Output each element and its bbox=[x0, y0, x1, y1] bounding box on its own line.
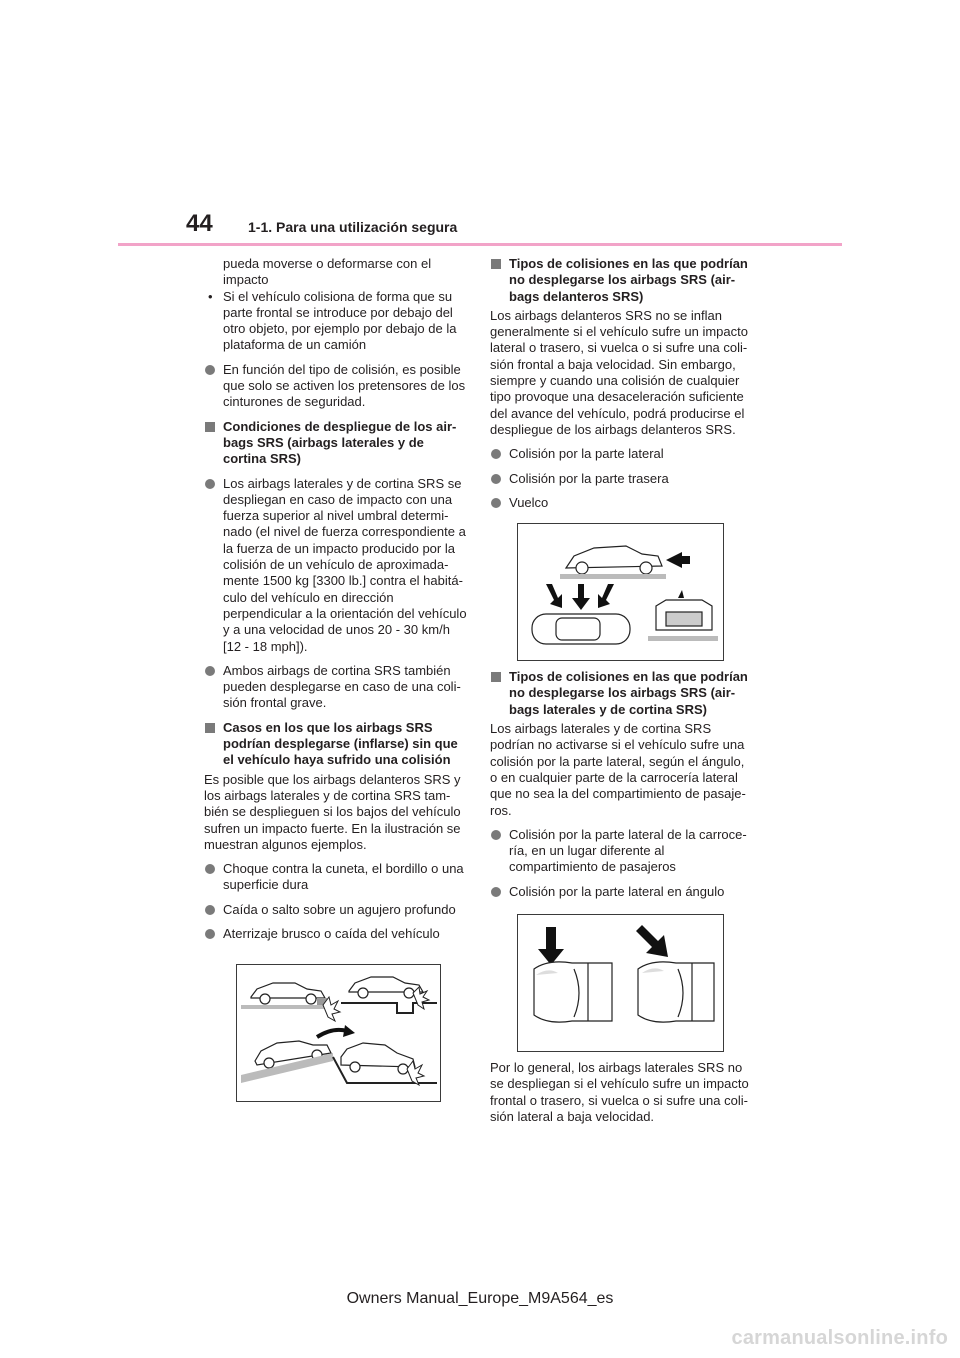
arrow-icon bbox=[538, 927, 564, 965]
page-number: 44 bbox=[186, 210, 213, 237]
section-heading bbox=[204, 720, 469, 769]
bullet-text: Colisión por la parte lateral de la carroce-ría, en un lugar diferente al compartimiento de pasajeros bbox=[509, 826, 747, 875]
bullet-icon bbox=[491, 449, 501, 459]
car-curb-icon bbox=[251, 983, 325, 1004]
bullet-item bbox=[204, 902, 469, 918]
car-top-view-icon bbox=[532, 614, 630, 644]
bullet-item bbox=[204, 861, 469, 894]
square-bullet-icon bbox=[491, 259, 501, 269]
illustration-side-airbag-non-deploy bbox=[517, 914, 724, 1052]
bullet-text: Ambos airbags de cortina SRS también pueden desplegarse en caso de una coli-sión frontal grave. bbox=[223, 662, 461, 711]
car-landing-icon bbox=[341, 1043, 415, 1074]
section-heading bbox=[490, 256, 755, 305]
bullet-icon bbox=[205, 929, 215, 939]
car-rear-impact-icon bbox=[566, 546, 662, 574]
section-heading bbox=[204, 419, 469, 468]
section-heading-text: Tipos de colisiones en las que podrían no desplegarse los airbags SRS (air-bags delanteros SRS) bbox=[509, 256, 748, 304]
body-paragraph: Los airbags delanteros SRS no se inflan generalmente si el vehículo sufre un impacto lateral o trasero, si vuelca o si sufre una coli-sión frontal a baja velocidad. Sin embargo, siempre y cuando una colisión de cualquier tipo provoque una desaceleración suficiente del avance del vehículo, podrá producirse el despliegue de los airbags delanteros SRS. bbox=[490, 307, 748, 437]
bullet-text: Choque contra la cuneta, el bordillo o una superficie dura bbox=[223, 861, 464, 893]
arrow-icon bbox=[636, 925, 668, 957]
bullet-icon bbox=[491, 887, 501, 897]
bullet-icon bbox=[491, 498, 501, 508]
dash-marker: • bbox=[208, 288, 213, 304]
bullet-text: Colisión por la parte lateral en ángulo bbox=[509, 883, 725, 899]
bullet-item bbox=[204, 926, 469, 942]
watermark: carmanualsonline.info bbox=[731, 1327, 948, 1349]
header-rule bbox=[118, 243, 842, 246]
square-bullet-icon bbox=[491, 672, 501, 682]
bullet-icon bbox=[205, 479, 215, 489]
rear-side-rollover-illustration bbox=[518, 524, 723, 660]
bullet-text: Colisión por la parte lateral bbox=[509, 446, 664, 462]
arrow-icon bbox=[678, 590, 684, 598]
section-heading-text: Tipos de colisiones en las que podrían no desplegarse los airbags SRS (air-bags laterales y de cortina SRS) bbox=[509, 669, 748, 717]
bullet-item bbox=[490, 884, 755, 900]
bullet-item bbox=[490, 495, 755, 511]
bullet-item bbox=[490, 827, 755, 876]
left-column bbox=[204, 256, 469, 1102]
square-bullet-icon bbox=[205, 422, 215, 432]
bullet-text: Aterrizaje brusco o caída del vehículo bbox=[223, 925, 440, 941]
illustration-underbody-impacts bbox=[236, 964, 441, 1102]
bullet-text: Colisión por la parte trasera bbox=[509, 470, 669, 486]
bullet-item bbox=[490, 446, 755, 462]
section-heading bbox=[490, 669, 755, 718]
section-heading-text: Condiciones de despliegue de los air-bags SRS (airbags laterales y de cortina SRS) bbox=[223, 418, 457, 467]
arrow-icon bbox=[666, 552, 690, 568]
bullet-text: Los airbags laterales y de cortina SRS se despliegan en caso de impacto con una fuerza superior al nivel umbral determi-nado (el nivel de fuerza correspondiente a la fuerza de un impacto producido por la colisión de un vehículo de aproximada-mente 1500 kg [3300 lb.] contra el habitá-culo del vehículo en dirección perpendicular a la orientación del vehículo y a una velocidad de unos 20 - 30 km/h [12 - 18 mph]). bbox=[223, 475, 467, 654]
square-bullet-icon bbox=[205, 723, 215, 733]
bullet-item bbox=[490, 471, 755, 487]
bullet-item bbox=[204, 476, 469, 655]
car-hole-icon bbox=[349, 977, 423, 998]
section-heading-text: Casos en los que los airbags SRS podrían desplegarse (inflarse) sin que el vehículo haya sufrido una colisión bbox=[223, 719, 458, 768]
dash-item-text: Si el vehículo colisiona de forma que su parte frontal se introduce por debajo del otro objeto, por ejemplo por debajo de la plataforma de un camión bbox=[223, 288, 457, 353]
bullet-text: Caída o salto sobre un agujero profundo bbox=[223, 901, 456, 917]
bullet-item bbox=[204, 663, 469, 712]
bullet-text: Vuelco bbox=[509, 494, 549, 510]
section-title: 1-1. Para una utilización segura bbox=[248, 219, 458, 235]
footer-text: Owners Manual_Europe_M9A564_es bbox=[346, 1290, 614, 1307]
bullet-icon bbox=[491, 474, 501, 484]
car-rollover-icon bbox=[656, 600, 712, 630]
body-paragraph: Los airbags laterales y de cortina SRS podrían no activarse si el vehículo sufre una colisión por la parte lateral, según el ángulo, o en cualquier parte de la carrocería lateral que no sea la del compartimiento de pasaje-ros. bbox=[490, 721, 746, 818]
body-paragraph: Es posible que los airbags delanteros SRS y los airbags laterales y de cortina SRS tam-bién se desplieguen si los bajos del vehículo sufren un impacto fuerte. En la ilustración se muestran algunos ejemplos. bbox=[204, 771, 461, 852]
dash-item bbox=[204, 289, 469, 354]
illustration-frontal-airbag-non-deploy bbox=[517, 523, 724, 661]
underbody-impact-illustration bbox=[237, 965, 440, 1101]
bullet-icon bbox=[491, 830, 501, 840]
bullet-item bbox=[204, 362, 469, 411]
arrow-icon bbox=[546, 584, 614, 610]
bullet-icon bbox=[205, 905, 215, 915]
body-paragraph: Por lo general, los airbags laterales SRS no se despliegan si el vehículo sufre un impacto frontal o trasero, si vuelca o si sufre una coli-sión lateral a baja velocidad. bbox=[490, 1060, 749, 1124]
bullet-icon bbox=[205, 864, 215, 874]
bullet-text: En función del tipo de colisión, es posible que solo se activen los pretensores de los cinturones de seguridad. bbox=[223, 361, 466, 410]
side-angle-impact-illustration bbox=[518, 915, 723, 1051]
right-column bbox=[490, 256, 755, 1125]
bullet-icon bbox=[205, 365, 215, 375]
bullet-icon bbox=[205, 666, 215, 676]
continued-text: pueda moverse o deformarse con el impacto bbox=[223, 256, 432, 288]
